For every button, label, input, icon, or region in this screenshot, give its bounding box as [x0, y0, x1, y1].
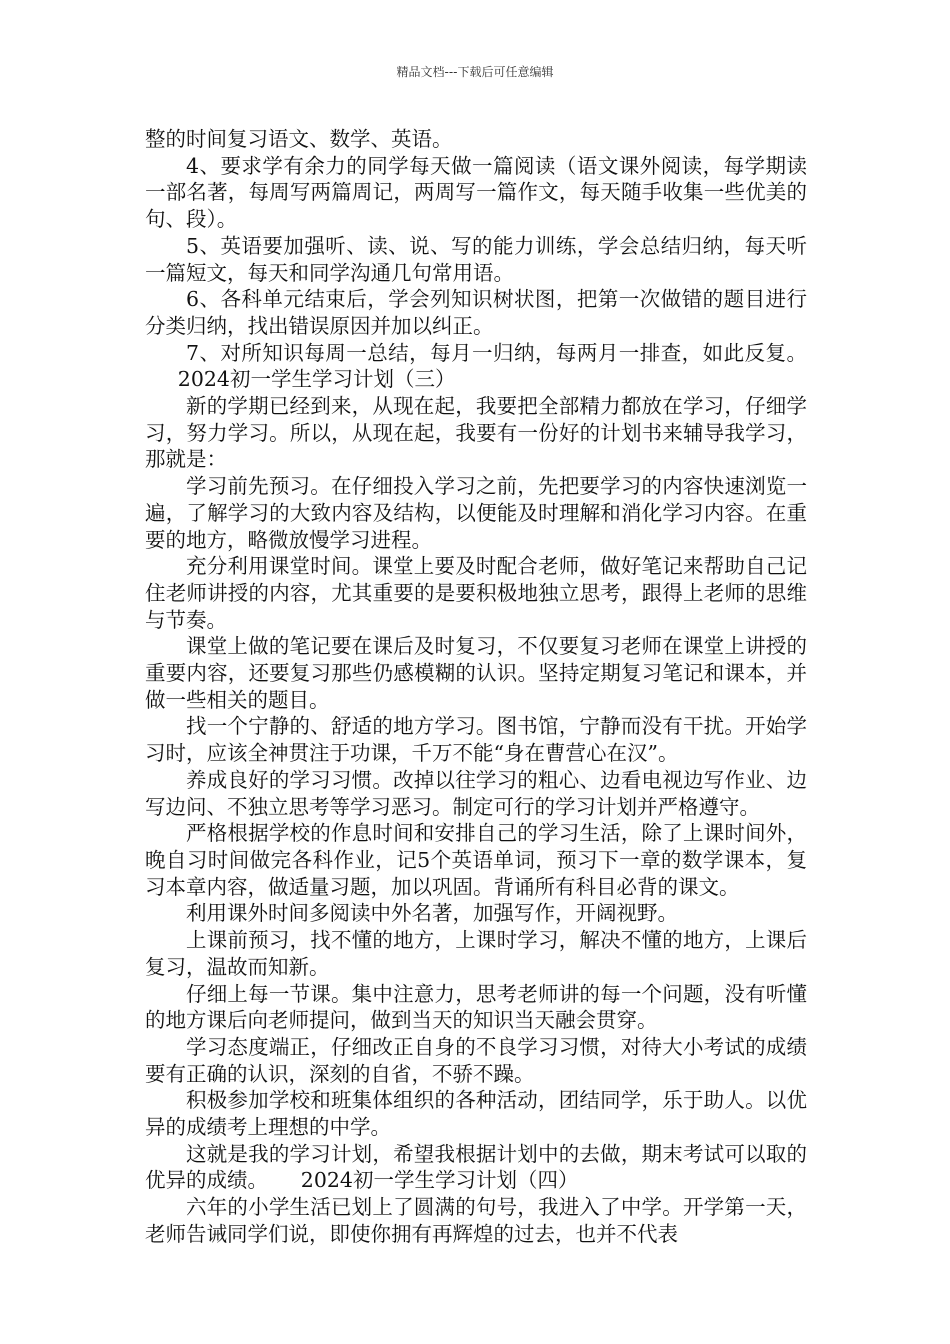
paragraph-text: 课堂上做的笔记要在课后及时复习，不仅要复习老师在课堂上讲授的重要内容，还要复习那些仍感模糊的认识。坚持定期复习笔记和课本，并做一些相关的题目。 [145, 634, 807, 712]
paragraph-text: 7、对所知识每周一总结，每月一归纳，每两月一排查，如此反复。 [186, 340, 807, 365]
paragraph [145, 900, 807, 927]
paragraph-text: 养成良好的学习习惯。改掉以往学习的粗心、边看电视边写作业、边写边问、不独立思考等学习恶习。制定可行的学习计划并严格遵守。 [145, 767, 807, 819]
paragraph [145, 126, 807, 153]
paragraph [145, 286, 807, 339]
paragraph-text: 这就是我的学习计划，希望我根据计划中的去做，期末考试可以取的优异的成绩。 [145, 1141, 807, 1193]
paragraph [145, 473, 807, 553]
paragraph [145, 1034, 807, 1087]
paragraph [145, 393, 807, 473]
paragraph-text: 找一个宁静的、舒适的地方学习。图书馆，宁静而没有干扰。开始学习时，应该全神贯注于功课，千万不能“身在曹营心在汉”。 [145, 714, 807, 766]
paragraph [145, 1087, 807, 1140]
paragraph [145, 767, 807, 820]
paragraph-text: 学习态度端正，仔细改正自身的不良学习习惯，对待大小考试的成绩要有正确的认识，深刻的自省，不骄不躁。 [145, 1034, 807, 1086]
paragraph-text: 4、要求学有余力的同学每天做一篇阅读（语文课外阅读，每学期读一部名著，每周写两篇周记，两周写一篇作文，每天随手收集一些优美的句、段）。 [145, 153, 807, 232]
document-body [145, 126, 807, 1248]
paragraph-text: 上课前预习，找不懂的地方，上课时学习，解决不懂的地方，上课后复习，温故而知新。 [145, 928, 807, 979]
section-title: 2024初一学生学习计划（三） [177, 367, 456, 392]
paragraph-text: 5、英语要加强听、读、说、写的能力训练，学会总结归纳，每天听一篇短文，每天和同学沟通几句常用语。 [145, 233, 807, 285]
paragraph [145, 1194, 807, 1247]
paragraph [145, 1141, 807, 1194]
paragraph-text: 严格根据学校的作息时间和安排自己的学习生活，除了上课时间外，晚自习时间做完各科作业，记5个英语单词，预习下一章的数学课本，复习本章内容，做适量习题，加以巩固。背诵所有科目必背的课文。 [145, 821, 807, 899]
paragraph [145, 340, 807, 393]
paragraph [145, 713, 807, 766]
paragraph [145, 153, 807, 233]
paragraph [145, 981, 807, 1034]
paragraph-text: 充分利用课堂时间。课堂上要及时配合老师，做好笔记来帮助自己记住老师讲授的内容，尤其重要的是要积极地独立思考，跟得上老师的思维与节奏。 [145, 554, 807, 632]
paragraph-text: 学习前先预习。在仔细投入学习之前，先把要学习的内容快速浏览一遍，了解学习的大致内容及结构，以便能及时理解和消化学习内容。在重要的地方，略微放慢学习进程。 [145, 474, 807, 552]
paragraph [145, 553, 807, 633]
paragraph [145, 233, 807, 286]
page-header: 精品文档---下载后可任意编辑 [396, 65, 554, 79]
paragraph-text: 整的时间复习语文、数学、英语。 [145, 127, 453, 151]
paragraph [145, 927, 807, 980]
paragraph-text: 积极参加学校和班集体组织的各种活动，团结同学，乐于助人。以优异的成绩考上理想的中学。 [145, 1088, 807, 1140]
paragraph-text: 六年的小学生活已划上了圆满的句号，我进入了中学。开学第一天，老师告诫同学们说，即使你拥有再辉煌的过去，也并不代表 [145, 1195, 807, 1246]
paragraph [145, 633, 807, 713]
paragraph [145, 820, 807, 900]
paragraph-text: 新的学期已经到来，从现在起，我要把全部精力都放在学习，仔细学习，努力学习。所以，从现在起，我要有一份好的计划书来辅导我学习，那就是： [145, 394, 807, 472]
paragraph-text: 6、各科单元结束后，学会列知识树状图，把第一次做错的题目进行分类归纳，找出错误原因并加以纠正。 [145, 287, 807, 338]
paragraph-text: 利用课外时间多阅读中外名著，加强写作，开阔视野。 [186, 901, 678, 926]
section-title: 2024初一学生学习计划（四） [300, 1168, 579, 1193]
paragraph-text: 仔细上每一节课。集中注意力，思考老师讲的每一个问题，没有听懂的地方课后向老师提问，做到当天的知识当天融会贯穿。 [145, 981, 807, 1033]
